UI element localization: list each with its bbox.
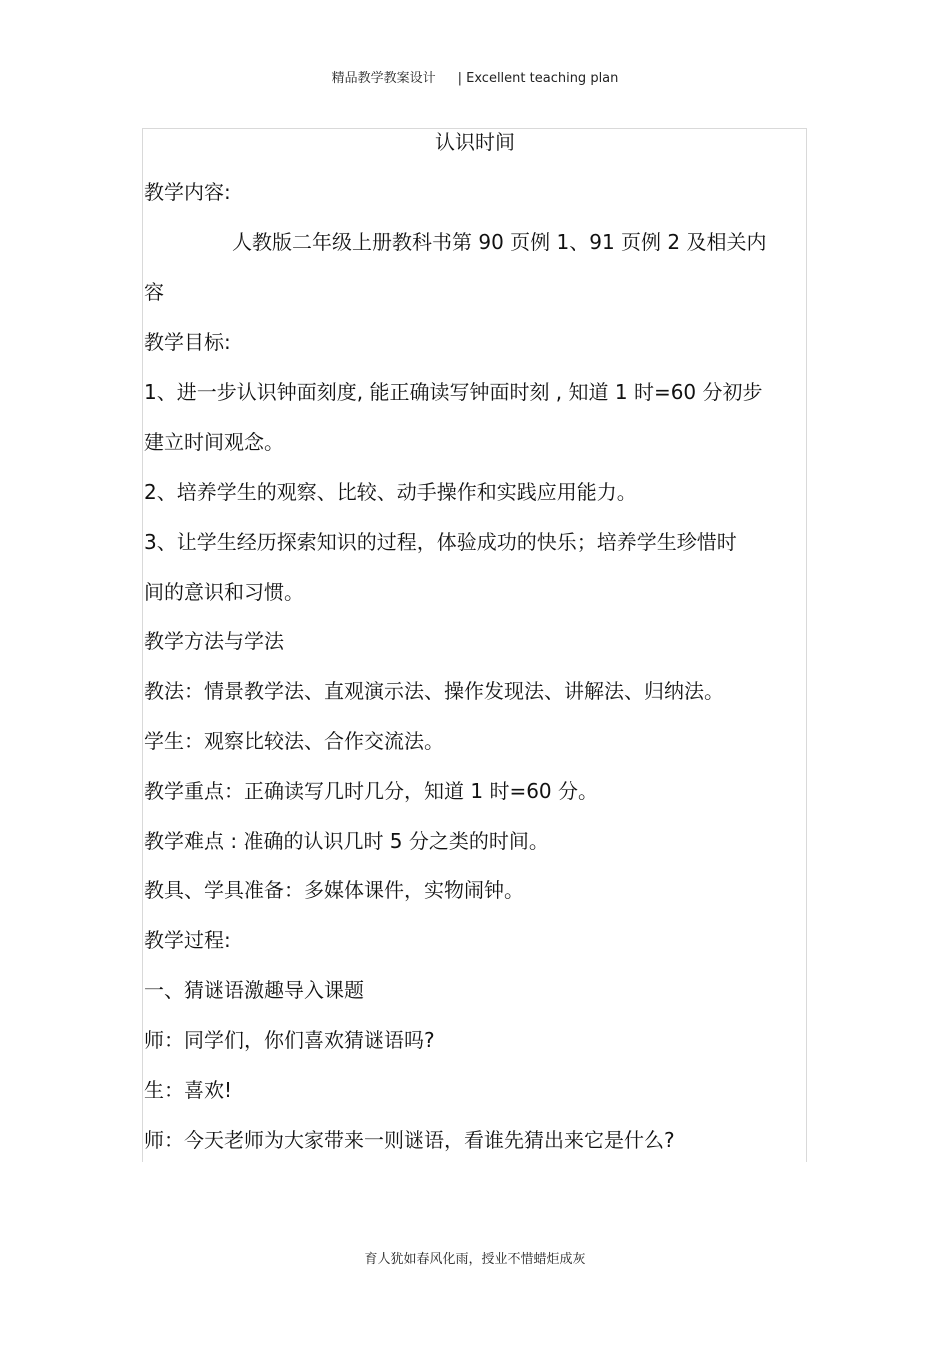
paragraph-line: 教学难点 : 准确的认识几时 5 分之类的时间。 [144,829,549,853]
paragraph-line: 3、让学生经历探索知识的过程，体验成功的快乐；培养学生珍惜时 [144,530,737,554]
paragraph-line: 1、进一步认识钟面刻度, 能正确读写钟面时刻 , 知道 1 时=60 分初步 [144,380,763,404]
paragraph-line: 一、猜谜语激趣导入课题 [144,978,364,1002]
paragraph-line: 生：喜欢! [144,1078,233,1102]
paragraph-line: 教学重点：正确读写几时几分，知道 1 时=60 分。 [144,779,599,803]
section-heading-process: 教学过程: [144,928,231,952]
paragraph-line: 2、培养学生的观察、比较、动手操作和实践应用能力。 [144,480,637,504]
page-footer: 育人犹如春风化雨，授业不惜蜡炬成灰 [364,1252,586,1267]
document-title: 认识时间 [435,130,515,154]
paragraph-line: 人教版二年级上册教科书第 90 页例 1、91 页例 2 及相关内 [232,230,767,254]
section-heading-content: 教学内容: [144,180,231,204]
paragraph-line: 间的意识和习惯。 [144,580,304,604]
paragraph-line: 师：今天老师为大家带来一则谜语，看谁先猜出来它是什么? [144,1128,675,1152]
paragraph-line: 容 [144,280,164,304]
header-subtitle: | Excellent teaching plan [457,71,619,86]
paragraph-line: 教具、学具准备：多媒体课件，实物闹钟。 [144,878,524,902]
paragraph-line: 建立时间观念。 [144,430,284,454]
paragraph-line: 师：同学们，你们喜欢猜谜语吗? [144,1028,435,1052]
header-title: 精品教学教案设计 [331,71,436,86]
page-header [0,67,950,86]
section-heading-methods: 教学方法与学法 [144,629,284,653]
paragraph-line: 教法：情景教学法、直观演示法、操作发现法、讲解法、归纳法。 [144,679,724,703]
paragraph-line: 学生：观察比较法、合作交流法。 [144,729,444,753]
section-heading-goals: 教学目标: [144,330,231,354]
